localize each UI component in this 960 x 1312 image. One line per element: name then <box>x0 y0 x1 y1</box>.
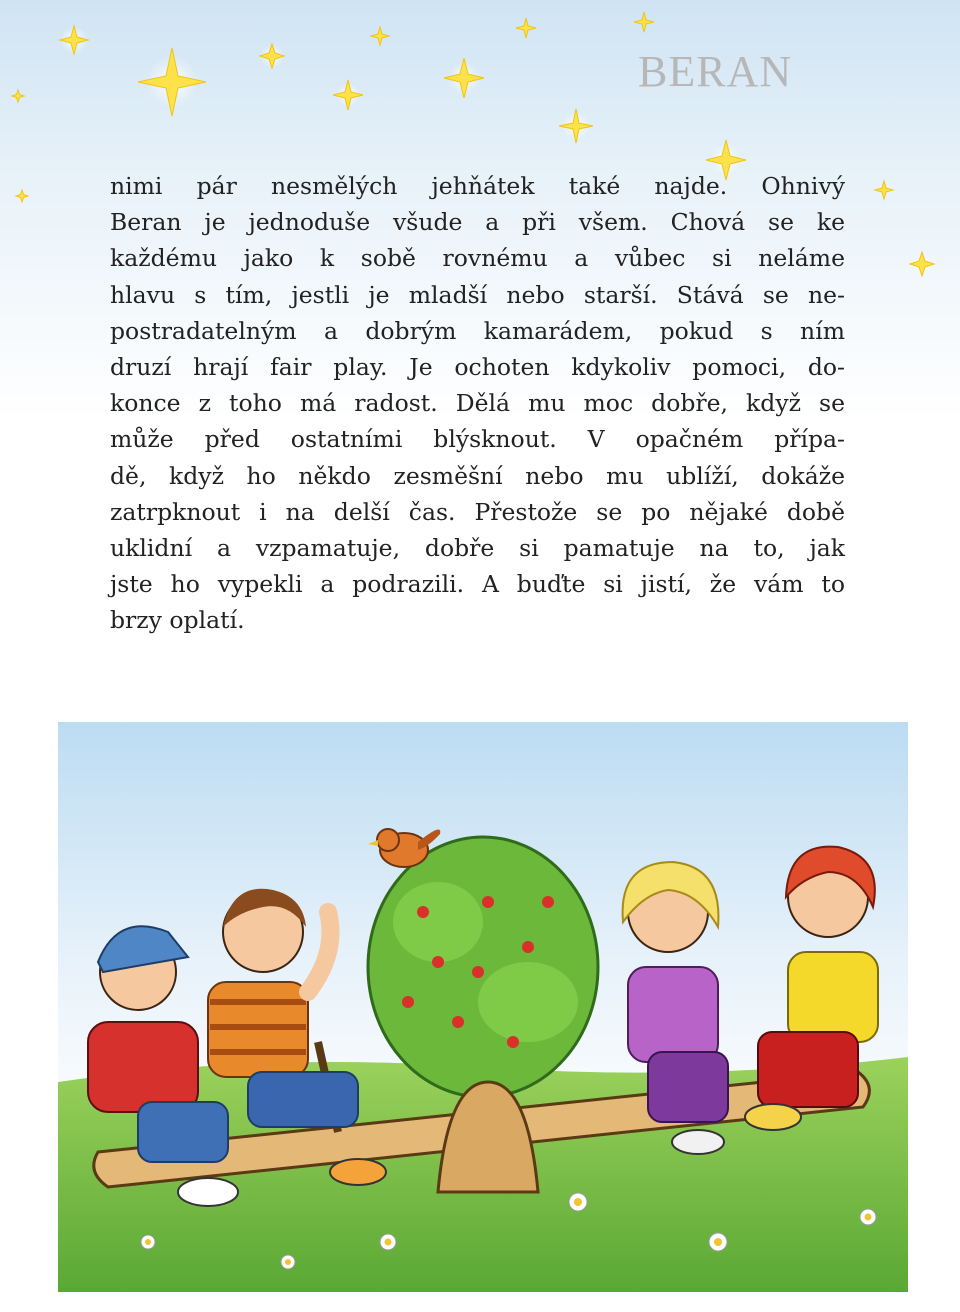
text-line: může před ostatními blýsknout. V opačném přípa- <box>110 425 845 454</box>
text-line: druzí hrají fair play. Je ochoten kdykoliv pomoci, do- <box>110 352 845 381</box>
star-icon <box>516 18 536 38</box>
star-icon <box>60 26 88 54</box>
star-icon <box>875 181 893 199</box>
text-line: jste ho vypekli a podrazili. A buďte si jistí, že vám to <box>110 570 845 599</box>
star-icon <box>16 190 28 202</box>
text-line: postradatelným a dobrým kamarádem, pokud s ním <box>110 316 845 345</box>
text-line: brzy oplatí. <box>110 606 245 635</box>
text-line: uklidní a vzpamatuje, dobře si pamatuje na to, jak <box>110 533 845 562</box>
text-line: hlavu s tím, jestli je mladší nebo starší. Stává se ne- <box>110 280 845 309</box>
star-icon <box>333 80 363 110</box>
star-icon <box>634 12 654 32</box>
text-line: nimi pár nesmělých jehňátek také najde. Ohnivý <box>110 172 845 200</box>
text-line: Beran je jednoduše všude a při všem. Chová se ke <box>110 208 845 237</box>
star-icon <box>260 44 284 68</box>
seesaw-children-illustration <box>58 722 908 1292</box>
star-icon <box>910 252 934 276</box>
star-icon <box>559 109 593 143</box>
star-icon <box>371 27 389 45</box>
body-text <box>110 168 845 638</box>
star-icon <box>444 58 484 98</box>
star-icon <box>138 48 206 116</box>
star-icon <box>12 90 24 102</box>
text-line: zatrpknout i na delší čas. Přestože se po nějaké době <box>110 497 845 526</box>
page-title: BERAN <box>638 47 793 96</box>
text-line: konce z toho má radost. Dělá mu moc dobře, když se <box>110 389 845 418</box>
text-line: každému jako k sobě rovnému a vůbec si neláme <box>110 244 845 273</box>
berry-bush <box>368 837 598 1097</box>
text-line: dě, když ho někdo zesměšní nebo mu ublíží, dokáže <box>110 461 845 490</box>
